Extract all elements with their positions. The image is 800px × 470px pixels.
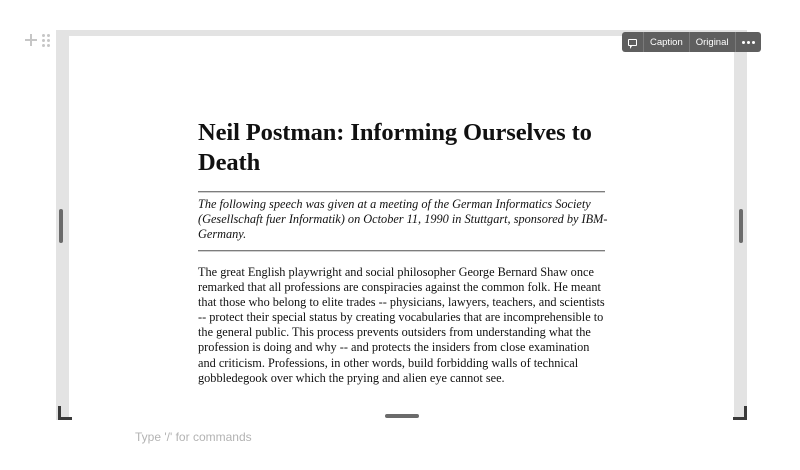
document-image-text — [198, 118, 608, 386]
document-intro: The following speech was given at a meeting of the German Informatics Society (Gesellschaft fuer Informatik) on October 11, 1990 in Stuttgart, sponsored by IBM-Germany. — [198, 197, 608, 241]
command-input-placeholder[interactable]: Type '/' for commands — [135, 430, 252, 444]
resize-handle-right[interactable] — [739, 209, 743, 243]
more-icon — [742, 41, 755, 44]
caption-button[interactable]: Caption — [644, 32, 690, 52]
plus-icon[interactable] — [24, 33, 38, 47]
document-body: The great English playwright and social philosopher George Bernard Shaw once remarked that all professions are conspiracies against the common folk. He meant that those who belong to elite trades -- physicians, lawyers, teachers, and scientists -- protect their special status by creating vocabularies that are incomprehensible to the general public. This process prevents outsiders from understanding what the profession is doing and why -- and protects the insiders from close examination and criticism. Professions, in other words, build forbidding walls of technical gobbledegook over which the prying and alien eye cannot see. — [198, 265, 605, 385]
comment-button[interactable] — [622, 32, 644, 52]
resize-handle-left[interactable] — [59, 209, 63, 243]
block-controls — [24, 33, 50, 47]
drag-handle-icon[interactable] — [42, 33, 50, 47]
original-button[interactable]: Original — [690, 32, 736, 52]
resize-corner-bottom-left[interactable] — [58, 406, 72, 420]
comment-icon — [628, 39, 637, 46]
document-title: Neil Postman: Informing Ourselves to Death — [198, 119, 592, 176]
more-button[interactable] — [736, 32, 761, 52]
divider — [198, 250, 605, 252]
resize-corner-bottom-right[interactable] — [733, 406, 747, 420]
resize-handle-bottom[interactable] — [385, 414, 419, 418]
divider — [198, 191, 605, 193]
image-toolbar — [622, 32, 761, 52]
